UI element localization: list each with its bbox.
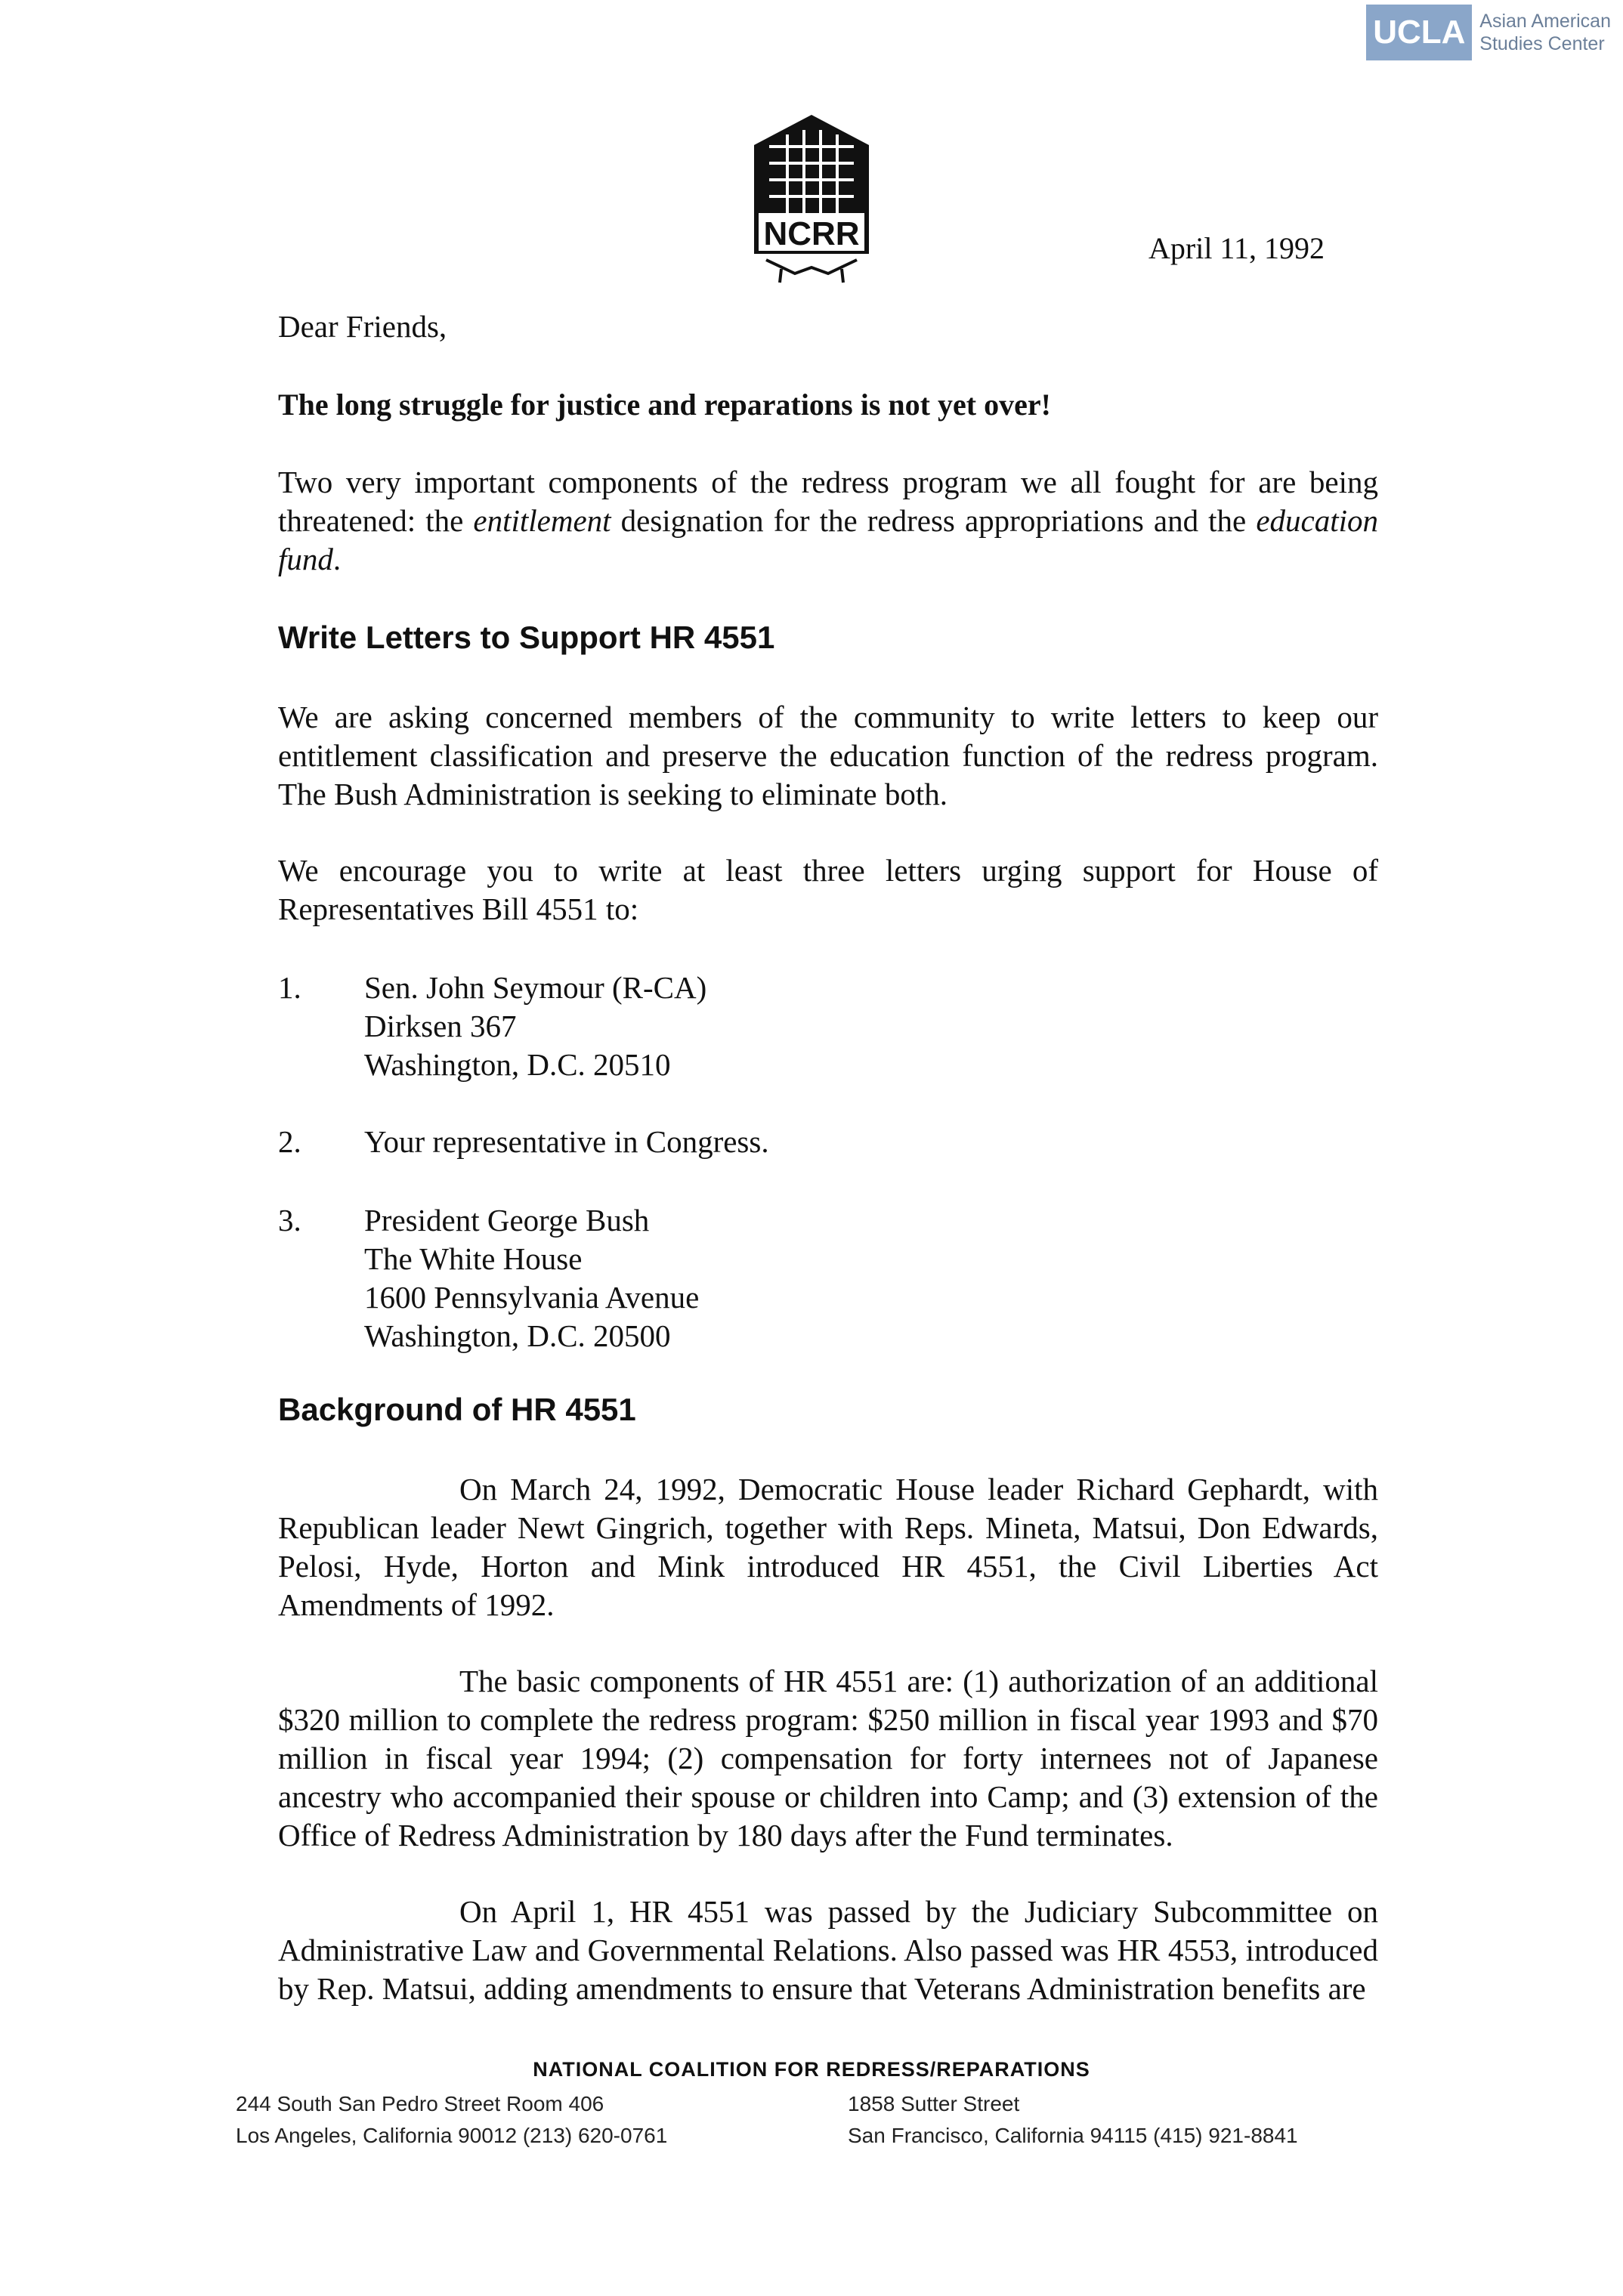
archive-name <box>1479 10 1611 55</box>
intro-paragraph <box>278 463 1378 579</box>
intro-text-before: Two very important components of the redress program we all fought for are being threatened: the <box>278 465 1378 538</box>
recipient-number: 1. <box>278 970 301 1005</box>
footer-line: 1858 Sutter Street <box>848 2092 1020 2115</box>
footer-address-los-angeles <box>236 2088 667 2152</box>
archive-name-line2: Studies Center <box>1479 33 1605 54</box>
section-heading-background: Background of HR 4551 <box>278 1392 636 1427</box>
logo-text: NCRR <box>763 215 860 252</box>
footer-address-san-francisco <box>848 2088 1298 2152</box>
intro-text-after: . <box>332 542 342 576</box>
background-paragraph-2: The basic components of HR 4551 are: (1) authorization of an additional $320 million to complete the redress program: $250 million in fiscal year 1993 and $70 million in fiscal year 1994; (2) compensation for forty internees not of Japanese ancestry who accompanied their spouse or children into Camp; and (3) extension of the Office of Redress Administration by 180 days after the Fund terminates. <box>278 1664 1378 1853</box>
footer-line: San Francisco, California 94115 (415) 921-8841 <box>848 2124 1298 2147</box>
recipient-line: Washington, D.C. 20500 <box>364 1318 671 1353</box>
background-paragraph-3: On April 1, HR 4551 was passed by the Judiciary Subcommittee on Administrative Law and Governmental Relations. Also passed was HR 4553, introduced by Rep. Matsui, adding amendments to ensure that Veterans Administration benefits are <box>278 1894 1378 2006</box>
footer-line: 244 South San Pedro Street Room 406 <box>236 2092 604 2115</box>
archive-badge <box>1366 5 1611 60</box>
recipient-line: Your representative in Congress. <box>364 1124 769 1159</box>
write-letters-paragraph: We are asking concerned members of the community to write letters to keep our entitlement classification and preserve the education function of the redress program. The Bush Administration is seeking to eliminate both. <box>278 700 1378 811</box>
recipient-line: Dirksen 367 <box>364 1009 517 1043</box>
ncrr-logo <box>736 112 887 293</box>
recipient-number: 3. <box>278 1203 301 1238</box>
footer-organization: NATIONAL COALITION FOR REDRESS/REPARATIONS <box>533 2058 1090 2081</box>
recipient-number: 2. <box>278 1124 301 1159</box>
archive-name-line1: Asian American <box>1479 11 1611 32</box>
section-heading-write-letters: Write Letters to Support HR 4551 <box>278 620 775 655</box>
encourage-paragraph: We encourage you to write at least three letters urging support for House of Representatives Bill 4551 to: <box>278 853 1378 926</box>
background-paragraph-1: On March 24, 1992, Democratic House leader Richard Gephardt, with Republican leader Newt Gingrich, together with Reps. Mineta, Matsui, Don Edwards, Pelosi, Hyde, Horton and Mink introduced HR 4551, the Civil Liberties Act Amendments of 1992. <box>278 1472 1378 1622</box>
intro-entitlement: entitlement <box>473 503 611 538</box>
recipient-line: President George Bush <box>364 1203 650 1238</box>
recipient-line: 1600 Pennsylvania Avenue <box>364 1280 700 1315</box>
ucla-logo: UCLA <box>1366 5 1472 60</box>
recipient-line: Sen. John Seymour (R-CA) <box>364 970 707 1005</box>
lead-sentence: The long struggle for justice and reparations is not yet over! <box>278 388 1051 422</box>
footer-line: Los Angeles, California 90012 (213) 620-0761 <box>236 2124 668 2147</box>
intro-education-fund: education fund <box>278 503 1378 576</box>
recipient-line: The White House <box>364 1241 583 1276</box>
recipient-line: Washington, D.C. 20510 <box>364 1047 671 1082</box>
salutation: Dear Friends, <box>278 309 447 344</box>
letter-date: April 11, 1992 <box>1148 231 1325 265</box>
intro-text-middle: designation for the redress appropriations and the <box>611 503 1257 538</box>
